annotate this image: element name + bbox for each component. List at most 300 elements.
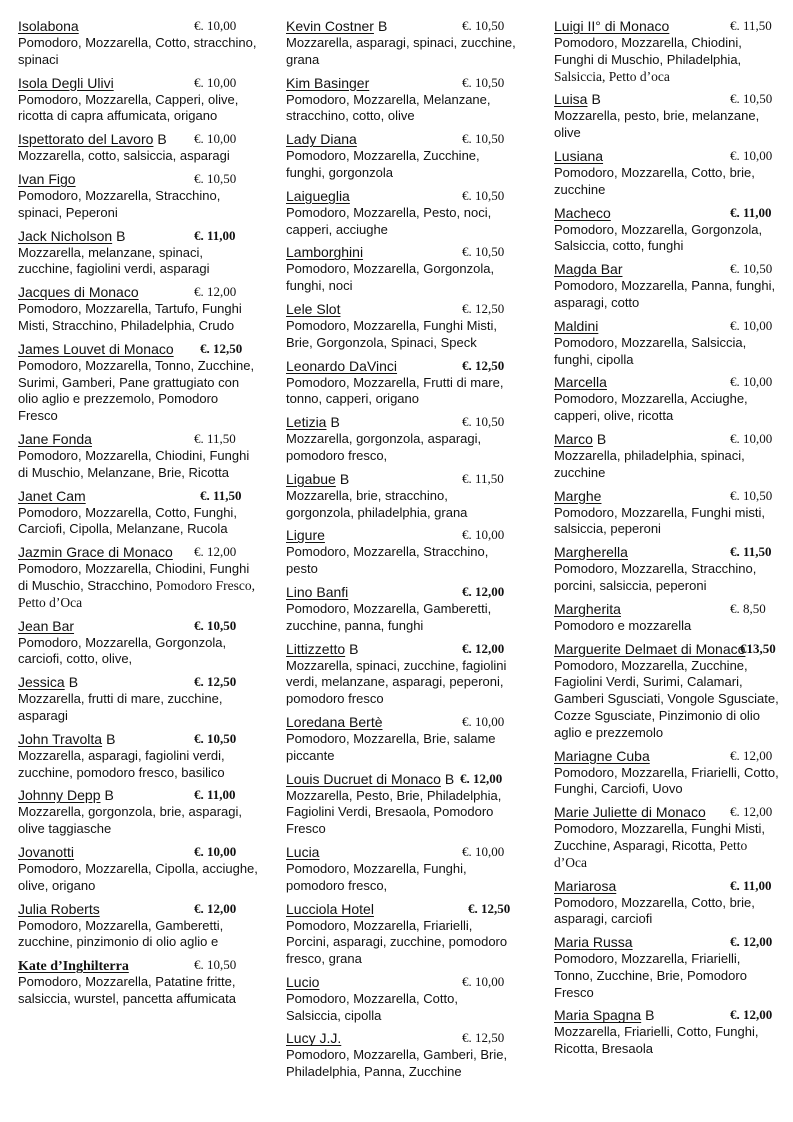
pizza-name: Kim Basinger — [286, 74, 370, 91]
pizza-name: Ivan Figo — [18, 170, 76, 187]
ingredients-text: Pomodoro, Mozzarella, Friarielli, Tonno, Zucchine, Brie, Pomodoro Fresco — [554, 951, 747, 1000]
pizza-price: €. 10,50 — [462, 131, 505, 147]
menu-item — [18, 431, 258, 482]
pizza-ingredients — [18, 691, 258, 725]
pizza-ingredients — [18, 245, 258, 279]
pizza-ingredients — [286, 861, 516, 895]
pizza-name: Jovanotti — [18, 843, 75, 860]
ingredients-text: Pomodoro, Mozzarella, Brie, salame piccante — [286, 730, 496, 763]
pizza-mark: B — [116, 227, 126, 244]
pizza-price: €. 12,00 — [194, 544, 237, 560]
pizza-ingredients — [286, 788, 516, 838]
pizza-ingredients — [554, 618, 782, 635]
pizza-price: €. 10,00 — [462, 843, 505, 859]
menu-item — [286, 1030, 516, 1081]
menu-item-header — [554, 748, 782, 765]
menu-item — [554, 374, 782, 425]
menu-item-header — [18, 618, 258, 635]
pizza-name: Letizia — [286, 414, 327, 431]
pizza-name: Maria Spagna — [554, 1007, 642, 1024]
ingredients-text: Pomodoro, Mozzarella, Chiodini, Funghi di Muschio, Philadelphia, — [554, 35, 742, 67]
pizza-name: Luisa — [554, 91, 588, 108]
pizza-name: Kevin Costner — [286, 18, 374, 34]
pizza-price: €. 12,00 — [730, 804, 773, 820]
pizza-price: €. 10,00 — [194, 131, 237, 147]
ingredients-text: Pomodoro, Mozzarella, Funghi, pomodoro fresco, — [286, 860, 467, 893]
pizza-mark: B — [106, 730, 116, 747]
pizza-ingredients — [286, 318, 516, 352]
pizza-name: Lucio — [286, 973, 320, 990]
menu-item — [18, 131, 258, 165]
menu-column-2 — [286, 18, 516, 1087]
pizza-name: Littizzetto — [286, 640, 346, 657]
ingredients-text: Pomodoro, Mozzarella, Chiodini, Funghi di Muschio, Stracchino, — [18, 561, 250, 593]
menu-item — [18, 171, 258, 222]
pizza-mark: B — [444, 770, 455, 787]
pizza-name: Kate d’Inghilterra — [18, 959, 129, 975]
pizza-ingredients — [18, 92, 258, 126]
pizza-ingredients — [286, 544, 516, 578]
pizza-ingredients — [18, 35, 258, 69]
pizza-name: Marguerite Delmaet di Monaco — [554, 640, 746, 657]
menu-item-header — [18, 131, 258, 148]
ingredients-text: Pomodoro, Mozzarella, Frutti di mare, tonno, capperi, origano — [286, 374, 504, 407]
ingredients-text: Pomodoro, Mozzarella, Friarielli, Porcini, asparagi, zucchine, pomodoro fresco, grana — [286, 917, 508, 967]
pizza-price: €. 10,00 — [462, 973, 505, 989]
pizza-price: €. 10,00 — [730, 430, 773, 446]
ingredients-text: Pomodoro, Mozzarella, Funghi Misti, Brie, Gorgonzola, Spinaci, Speck — [286, 317, 497, 350]
menu-column-1 — [18, 18, 258, 1014]
pizza-ingredients — [286, 601, 516, 635]
menu-item-header — [554, 804, 782, 821]
pizza-name: James Louvet di Monaco — [18, 340, 174, 357]
ingredients-text: Pomodoro, Mozzarella, Cotto, Funghi, Carciofi, Cipolla, Melanzane, Rucola — [18, 504, 237, 537]
pizza-ingredients — [554, 278, 782, 312]
pizza-mark: B — [645, 1007, 655, 1024]
pizza-ingredients — [18, 974, 258, 1008]
menu-item — [18, 844, 258, 895]
pizza-ingredients — [554, 35, 782, 85]
ingredients-text: Pomodoro, Mozzarella, Stracchino, spinaci, Peperoni — [18, 187, 221, 220]
menu-item — [18, 957, 258, 1008]
pizza-price: €. 11,50 — [200, 487, 242, 503]
menu-item — [18, 618, 258, 669]
menu-item-header — [286, 244, 516, 261]
menu-item-header — [286, 584, 516, 601]
pizza-name: Magda Bar — [554, 261, 623, 278]
pizza-price: €. 10,00 — [730, 374, 773, 390]
pizza-ingredients — [286, 731, 516, 765]
pizza-mark: B — [157, 131, 167, 148]
ingredients-text: Pomodoro, Mozzarella, Acciughe, capperi, olive, ricotta — [554, 391, 748, 424]
ingredients-text: Mozzarella, Pesto, Brie, Philadelphia, Fagiolini Verdi, Bresaola, Pomodoro Fresco — [286, 787, 502, 837]
pizza-name: Luigi II° di Monaco — [554, 18, 670, 34]
pizza-name: Isola Degli Ulivi — [18, 74, 114, 91]
pizza-ingredients — [554, 561, 782, 595]
ingredients-text: Pomodoro, Mozzarella, Gorgonzola, Salsiccia, cotto, funghi — [554, 221, 763, 254]
ingredients-text-extra: Salsiccia, Petto d’oca — [554, 68, 670, 84]
ingredients-text: Pomodoro, Mozzarella, Tonno, Zucchine, Surimi, Gamberi, Pane grattugiato con olio aglio e prezzemolo, Pomodoro Fresco — [18, 357, 255, 424]
pizza-ingredients — [18, 748, 258, 782]
pizza-name: Lucy J.J. — [286, 1030, 342, 1047]
pizza-name: Marco — [554, 430, 593, 447]
menu-item-header — [554, 318, 782, 335]
ingredients-text-extra: Petto d’Oca — [554, 837, 748, 870]
ingredients-text: Mozzarella, asparagi, fagiolini verdi, zucchine, pomodoro fresco, basilico — [18, 747, 225, 780]
menu-item-header — [286, 131, 516, 148]
pizza-ingredients — [554, 165, 782, 199]
pizza-price: €. 10,50 — [730, 487, 773, 503]
menu-item-header — [286, 471, 516, 488]
ingredients-text: Pomodoro, Mozzarella, Salsiccia, funghi, cipolla — [554, 334, 747, 367]
menu-item — [286, 844, 516, 895]
menu-item — [286, 471, 516, 522]
pizza-price: €. 12,50 — [194, 674, 237, 690]
menu-item-header — [18, 544, 258, 561]
menu-item — [554, 148, 782, 199]
ingredients-text: Pomodoro, Mozzarella, Stracchino, porcini, salsiccia, peperoni — [554, 561, 757, 593]
pizza-name: Johnny Depp — [18, 787, 101, 804]
pizza-ingredients — [554, 108, 782, 142]
pizza-name: Leonardo DaVinci — [286, 357, 398, 374]
pizza-mark: B — [68, 674, 79, 691]
pizza-price: €. 11,00 — [194, 227, 236, 243]
pizza-price: €. 10,00 — [730, 317, 773, 333]
pizza-name: Janet Cam — [18, 487, 86, 504]
menu-item — [554, 488, 782, 539]
pizza-name: Marghe — [554, 487, 602, 504]
pizza-mark: B — [596, 430, 607, 447]
ingredients-text: Pomodoro e mozzarella — [554, 617, 692, 633]
menu-item — [554, 318, 782, 369]
pizza-name: Jazmin Grace di Monaco — [18, 544, 173, 561]
menu-item — [18, 488, 258, 539]
menu-item-header — [554, 1007, 782, 1024]
menu-item-header — [554, 431, 782, 448]
pizza-ingredients — [18, 188, 258, 222]
pizza-name: Lino Banfi — [286, 583, 349, 600]
ingredients-text: Pomodoro, Mozzarella, Stracchino, pesto — [286, 544, 489, 577]
ingredients-text: Mozzarella, asparagi, spinaci, zucchine, grana — [286, 35, 516, 67]
menu-item — [554, 18, 782, 85]
pizza-ingredients — [286, 431, 516, 465]
menu-item — [286, 584, 516, 635]
pizza-name: Lusiana — [554, 147, 604, 164]
ingredients-text-extra: Pomodoro Fresco, Petto d’Oca — [18, 577, 256, 610]
menu-item-header — [286, 1030, 516, 1047]
pizza-price: €. 10,50 — [730, 91, 773, 107]
pizza-ingredients — [554, 222, 782, 256]
ingredients-text: Mozzarella, gorgonzola, asparagi, pomodoro fresco, — [286, 431, 482, 463]
menu-item-header — [18, 431, 258, 448]
pizza-price: €. 10,50 — [462, 74, 505, 90]
pizza-ingredients — [286, 92, 516, 126]
menu-item — [286, 714, 516, 765]
ingredients-text: Pomodoro, Mozzarella, Melanzane, stracchino, cotto, olive — [286, 91, 491, 124]
menu-item-header — [18, 957, 258, 974]
pizza-ingredients — [554, 951, 782, 1001]
ingredients-text: Mozzarella, brie, stracchino, gorgonzola, philadelphia, grana — [286, 487, 468, 520]
menu-item — [286, 18, 516, 69]
pizza-ingredients — [286, 261, 516, 295]
ingredients-text: Pomodoro, Mozzarella, Capperi, olive, ricotta di capra affumicata, origano — [18, 91, 239, 124]
ingredients-text: Pomodoro, Mozzarella, Pesto, noci, capperi, acciughe — [286, 204, 492, 237]
pizza-mark: B — [377, 18, 388, 34]
pizza-ingredients — [18, 918, 258, 952]
pizza-name: Mariarosa — [554, 877, 617, 894]
menu-item-header — [554, 374, 782, 391]
pizza-price: €. 12,50 — [468, 900, 511, 916]
pizza-name: Margherella — [554, 544, 628, 561]
pizza-name: Lele Slot — [286, 300, 341, 317]
pizza-price: €. 8,50 — [730, 600, 766, 616]
menu-item — [18, 75, 258, 126]
menu-item — [286, 771, 516, 838]
pizza-name: Jacques di Monaco — [18, 284, 139, 301]
pizza-ingredients — [554, 895, 782, 929]
menu-item — [554, 205, 782, 256]
pizza-price: €. 11,50 — [730, 544, 772, 560]
ingredients-text: Pomodoro, Mozzarella, Funghi misti, salsiccia, peperoni — [554, 504, 765, 537]
pizza-price: €. 10,00 — [462, 527, 505, 543]
menu-item-header — [286, 75, 516, 92]
menu-item — [286, 75, 516, 126]
pizza-price: €. 10,50 — [462, 244, 505, 260]
menu-item-header — [286, 414, 516, 431]
pizza-ingredients — [18, 301, 258, 335]
pizza-price: €. 10,50 — [462, 187, 505, 203]
pizza-ingredients — [18, 804, 258, 838]
menu-item-header — [286, 188, 516, 205]
pizza-name: Jane Fonda — [18, 430, 92, 447]
menu-item-header — [554, 934, 782, 951]
pizza-price: €. 12,50 — [462, 1030, 505, 1046]
menu-item-header — [286, 844, 516, 861]
menu-item — [554, 261, 782, 312]
menu-item-header — [286, 771, 516, 788]
pizza-price: €. 12,00 — [730, 747, 773, 763]
menu-item-header — [554, 544, 782, 561]
ingredients-text: Pomodoro, Mozzarella, Gamberetti, zucchine, pinzimonio di olio aglio e — [18, 917, 224, 950]
pizza-price: €. 10,00 — [462, 713, 505, 729]
pizza-price: €. 12,00 — [194, 900, 237, 916]
pizza-mark: B — [591, 91, 601, 108]
pizza-name: Laigueglia — [286, 187, 350, 204]
pizza-ingredients — [18, 561, 258, 611]
pizza-ingredients — [554, 765, 782, 799]
menu-item-header — [286, 527, 516, 544]
ingredients-text: Pomodoro, Mozzarella, Funghi Misti, Zucchine, Asparagi, Ricotta, — [554, 821, 765, 853]
pizza-ingredients — [18, 861, 258, 895]
pizza-name: Marie Juliette di Monaco — [554, 804, 706, 821]
menu-item — [18, 284, 258, 335]
menu-item — [286, 414, 516, 465]
pizza-ingredients — [286, 205, 516, 239]
menu-item — [18, 228, 258, 279]
pizza-price: €. 12,00 — [730, 1007, 773, 1023]
pizza-ingredients — [286, 148, 516, 182]
pizza-name: Jean Bar — [18, 617, 75, 634]
pizza-ingredients — [554, 335, 782, 369]
pizza-name: Lady Diana — [286, 131, 357, 148]
pizza-price: €. 10,50 — [462, 414, 505, 430]
pizza-mark: B — [104, 787, 114, 804]
pizza-mark: B — [349, 640, 359, 657]
menu-item — [18, 901, 258, 952]
pizza-ingredients — [18, 635, 258, 669]
menu-item — [286, 641, 516, 708]
menu-item — [18, 787, 258, 838]
pizza-mark: B — [339, 470, 350, 487]
pizza-ingredients — [554, 391, 782, 425]
menu-item — [554, 431, 782, 482]
pizza-name: Macheco — [554, 204, 611, 221]
pizza-price: €. 10,00 — [194, 74, 237, 90]
ingredients-text: Pomodoro, Mozzarella, Cotto, stracchino, spinaci — [18, 35, 257, 67]
pizza-ingredients — [286, 1047, 516, 1081]
menu-item — [286, 901, 516, 968]
menu-item — [554, 934, 782, 1001]
menu-item-header — [554, 641, 782, 658]
pizza-name: Lucia — [286, 843, 320, 860]
pizza-price: €. 12,00 — [460, 770, 503, 786]
ingredients-text: Pomodoro, Mozzarella, Chiodini, Funghi di Muschio, Melanzane, Brie, Ricotta — [18, 447, 250, 480]
menu-item-header — [554, 488, 782, 505]
ingredients-text: Pomodoro, Mozzarella, Cotto, brie, asparagi, carciofi — [554, 894, 755, 927]
ingredients-text: Pomodoro, Mozzarella, Cotto, brie, zucchine — [554, 164, 755, 197]
pizza-ingredients — [286, 918, 516, 968]
ingredients-text: Pomodoro, Mozzarella, Cotto, Salsiccia, cipolla — [286, 990, 458, 1023]
menu-item-header — [18, 787, 258, 804]
ingredients-text: Mozzarella, Friarielli, Cotto, Funghi, Ricotta, Bresaola — [554, 1024, 759, 1057]
menu-item-header — [286, 301, 516, 318]
pizza-ingredients — [18, 148, 258, 165]
pizza-name: Lucciola Hotel — [286, 900, 374, 917]
pizza-name: Lamborghini — [286, 244, 364, 261]
ingredients-text: Pomodoro, Mozzarella, Zucchine, funghi, gorgonzola — [286, 148, 480, 180]
ingredients-text: Pomodoro, Mozzarella, Patatine fritte, salsiccia, wurstel, pancetta affumicata — [18, 974, 236, 1006]
menu-item-header — [554, 205, 782, 222]
pizza-ingredients — [554, 448, 782, 482]
pizza-price: €. 10,50 — [194, 170, 237, 186]
pizza-name: Mariagne Cuba — [554, 747, 650, 764]
menu-item — [286, 974, 516, 1025]
menu-item — [554, 601, 782, 635]
menu-item — [286, 244, 516, 295]
pizza-name: Ligure — [286, 527, 325, 544]
menu-item — [286, 358, 516, 409]
pizza-price: €. 12,00 — [462, 583, 505, 599]
ingredients-text: Mozzarella, melanzane, spinaci, zucchine, fagiolini verdi, asparagi — [18, 244, 210, 277]
menu-item — [18, 341, 258, 425]
pizza-ingredients — [286, 658, 516, 708]
pizza-price: €. 11,00 — [730, 877, 772, 893]
pizza-ingredients — [286, 35, 516, 69]
ingredients-text: Mozzarella, gorgonzola, brie, asparagi, olive taggiasche — [18, 804, 243, 837]
menu-item-header — [18, 18, 258, 35]
pizza-price: €. 10,00 — [194, 18, 237, 33]
pizza-price: €. 10,50 — [730, 261, 773, 277]
ingredients-text: Mozzarella, spinaci, zucchine, fagiolini verdi, melanzane, asparagi, peperoni, pomodoro fresco — [286, 657, 507, 707]
pizza-price: €. 10,50 — [194, 730, 237, 746]
pizza-price: €. 12,00 — [194, 284, 237, 300]
ingredients-text: Pomodoro, Mozzarella, Tartufo, Funghi Misti, Stracchino, Philadelphia, Crudo — [18, 301, 242, 333]
menu-item — [286, 188, 516, 239]
menu-item — [554, 544, 782, 595]
menu-item — [286, 527, 516, 578]
menu-column-3 — [554, 18, 782, 1064]
menu-item-header — [286, 714, 516, 731]
pizza-ingredients — [286, 375, 516, 409]
pizza-price: €. 12,00 — [730, 934, 773, 950]
pizza-price: €. 12,50 — [462, 300, 505, 316]
ingredients-text: Mozzarella, cotto, salsiccia, asparagi — [18, 148, 230, 164]
pizza-price: €. 10,50 — [194, 957, 237, 973]
menu-item — [554, 804, 782, 871]
menu-item — [554, 91, 782, 142]
menu-item-header — [18, 731, 258, 748]
pizza-price: €. 11,50 — [462, 470, 504, 486]
menu-item — [286, 301, 516, 352]
pizza-name: John Travolta — [18, 730, 103, 747]
ingredients-text: Pomodoro, Mozzarella, Zucchine, Fagiolini Verdi, Surimi, Calamari, Gamberi Sgusciati, Vongole Sgusciate, Cozze Sgusciate, Pinzimonio di olio aglio e prezzemolo — [554, 657, 779, 740]
pizza-name: Jessica — [18, 674, 65, 691]
ingredients-text: Pomodoro, Mozzarella, Gamberetti, zucchine, panna, funghi — [286, 600, 492, 633]
ingredients-text: Mozzarella, frutti di mare, zucchine, asparagi — [18, 691, 223, 723]
ingredients-text: Pomodoro, Mozzarella, Gamberi, Brie, Philadelphia, Panna, Zucchine — [286, 1047, 508, 1080]
menu-item-header — [18, 844, 258, 861]
pizza-ingredients — [18, 358, 258, 425]
pizza-price: €. 10,50 — [194, 617, 237, 633]
menu-item-header — [286, 641, 516, 658]
menu-item — [554, 1007, 782, 1058]
pizza-ingredients — [286, 488, 516, 522]
pizza-name: Ligabue — [286, 470, 336, 487]
ingredients-text: Pomodoro, Mozzarella, Gorgonzola, funghi, noci — [286, 261, 495, 294]
ingredients-text: Pomodoro, Mozzarella, Panna, funghi, asparagi, cotto — [554, 278, 776, 310]
pizza-ingredients — [554, 821, 782, 871]
menu-item-header — [286, 901, 516, 918]
pizza-name: Louis Ducruet di Monaco — [286, 770, 441, 787]
pizza-name: Ispettorato del Lavoro — [18, 131, 154, 148]
menu-item — [554, 748, 782, 799]
pizza-price: €. 10,00 — [730, 147, 773, 163]
menu-item-header — [18, 171, 258, 188]
menu-item-header — [18, 75, 258, 92]
pizza-ingredients — [554, 1024, 782, 1058]
pizza-name: Maria Russa — [554, 934, 633, 951]
menu-item — [18, 731, 258, 782]
ingredients-text: Pomodoro, Mozzarella, Gorgonzola, carciofi, cotto, olive, — [18, 634, 227, 667]
menu-item-header — [286, 974, 516, 991]
menu-item-header — [554, 601, 782, 618]
menu-item-header — [18, 284, 258, 301]
pizza-name: Isolabona — [18, 18, 79, 34]
menu-item-header — [554, 148, 782, 165]
pizza-price: €. 10,00 — [194, 843, 237, 859]
menu-item-header — [18, 674, 258, 691]
menu-item-header — [18, 228, 258, 245]
ingredients-text: Mozzarella, pesto, brie, melanzane, olive — [554, 108, 760, 141]
menu-item-header — [554, 261, 782, 278]
pizza-name: Julia Roberts — [18, 900, 100, 917]
ingredients-text: Mozzarella, philadelphia, spinaci, zucchine — [554, 447, 745, 480]
ingredients-text: Pomodoro, Mozzarella, Friarielli, Cotto, Funghi, Carciofi, Uovo — [554, 764, 779, 797]
pizza-price: €. 11,00 — [730, 204, 772, 220]
pizza-name: Loredana Bertè — [286, 713, 383, 730]
pizza-ingredients — [286, 991, 516, 1025]
menu-item-header — [554, 878, 782, 895]
